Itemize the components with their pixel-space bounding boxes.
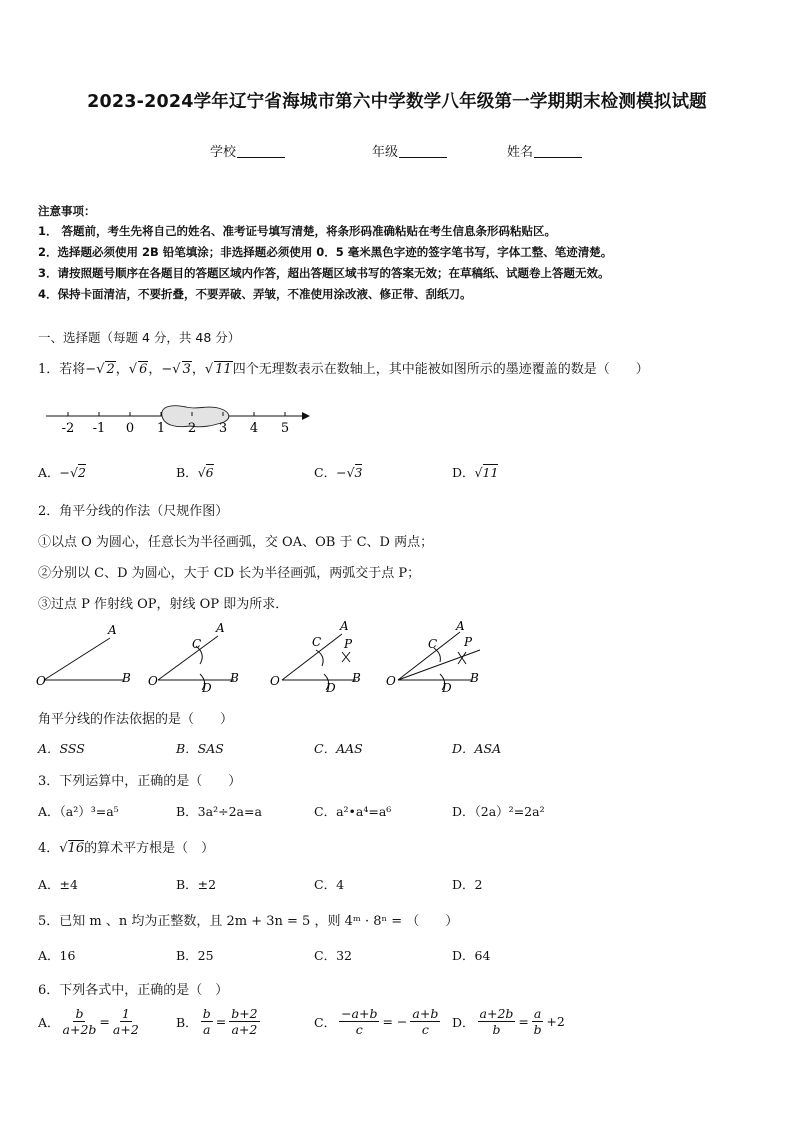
number-line-tick-label: -2 (61, 421, 75, 436)
label-A: A (108, 623, 117, 637)
label-C: C (192, 637, 202, 651)
number-line-figure (40, 398, 320, 440)
q5-option-a[interactable]: A．16 (38, 948, 76, 963)
figure-3 (270, 619, 361, 695)
q1-option-c[interactable]: C．−√3 (314, 465, 363, 480)
q3-option-b[interactable]: B．3a²÷2a=a (176, 804, 262, 819)
grade-blank[interactable] (399, 144, 447, 158)
question-2-step-1: ①以点 O 为圆心，任意长为半径画弧，交 OA、OB 于 C、D 两点； (38, 535, 434, 550)
figure-1 (36, 623, 131, 688)
number-line-tick-label: 5 (280, 421, 290, 436)
label-A: A (340, 619, 349, 633)
q1-option-a[interactable]: A．−√2 (38, 465, 86, 480)
angle-bisector-figures (30, 618, 500, 698)
number-line-tick-label: 2 (187, 421, 197, 436)
name-field[interactable] (507, 141, 582, 160)
question-2-step-2: ②分别以 C、D 为圆心，大于 CD 长为半径画弧，两弧交于点 P； (38, 566, 421, 581)
q2-option-a[interactable]: A．SSS (38, 741, 85, 756)
q2-option-b[interactable]: B．SAS (176, 741, 224, 756)
q5-option-c[interactable]: C．32 (314, 948, 352, 963)
label-P: P (344, 637, 353, 651)
label-O: O (386, 674, 396, 688)
q1-option-d[interactable]: D．√11 (452, 465, 499, 480)
q6-option-b[interactable]: B． $\frac{b}{a}$ = $\frac{b+2}{a+2}$ (176, 1006, 258, 1037)
name-blank[interactable] (534, 144, 582, 158)
note-item: 2．选择题必须使用 2B 铅笔填涂；非选择题必须使用 0．5 毫米黑色字迹的签字笔书写，字体工整、笔迹清楚。 (38, 245, 613, 259)
school-field[interactable] (210, 141, 285, 160)
number-line-tick-label: 1 (156, 421, 166, 436)
note-item: 1． 答题前，考生先将自己的姓名、准考证号填写清楚，将条形码准确粘贴在考生信息条形码粘贴区。 (38, 224, 556, 238)
label-D: D (442, 681, 452, 695)
label-B: B (122, 671, 131, 685)
label-B: B (470, 671, 479, 685)
figure-2 (148, 621, 239, 695)
figure-4 (386, 619, 480, 695)
notes-heading: 注意事项： (38, 204, 96, 218)
number-line-tick-label: 4 (249, 421, 259, 436)
q4-option-d[interactable]: D．2 (452, 877, 483, 892)
label-C: C (312, 635, 322, 649)
section-heading: 一、选择题（每题 4 分，共 48 分） (38, 330, 241, 345)
q2-option-d[interactable]: D．ASA (452, 741, 502, 756)
question-5-stem: 5．已知 m 、n 均为正整数，且 2m + 3n = 5 ，则 4ᵐ · 8ⁿ = （ ） (38, 914, 459, 929)
q1-option-b[interactable]: B．√6 (176, 465, 214, 480)
question-2-ask: 角平分线的作法依据的是（ ） (38, 712, 234, 727)
q5-option-b[interactable]: B．25 (176, 948, 214, 963)
label-P: P (464, 635, 473, 649)
question-2-stem: 2．角平分线的作法（尺规作图） (38, 504, 229, 519)
label-O: O (148, 674, 158, 688)
label-A: A (216, 621, 225, 635)
label-D: D (326, 681, 336, 695)
label-O: O (36, 674, 46, 688)
number-line-tick-label: 0 (125, 421, 135, 436)
number-line-arrow (302, 412, 310, 420)
q5-option-d[interactable]: D．64 (452, 948, 491, 963)
q3-option-d[interactable]: D．（2a）²=2a² (452, 804, 545, 819)
q4-option-c[interactable]: C．4 (314, 877, 345, 892)
number-line-tick-label: 3 (218, 421, 228, 436)
note-item: 4．保持卡面清洁，不要折叠，不要弄破、弄皱，不准使用涂改液、修正带、刮纸刀。 (38, 287, 472, 301)
question-6-stem: 6．下列各式中，正确的是（ ） (38, 983, 229, 998)
q4-option-b[interactable]: B．±2 (176, 877, 217, 892)
q6-option-c[interactable]: C． $\frac{-a+b}{c}$ = − $\frac{a+b}{c}$ (314, 1006, 439, 1037)
school-label: 学校 (210, 145, 237, 160)
school-blank[interactable] (237, 144, 285, 158)
grade-field[interactable] (372, 141, 447, 160)
label-A: A (456, 619, 465, 633)
question-1-stem: 1．若将−√ 2，√ 6，−√ 3，√ 11四个无理数表示在数轴上，其中能被如图所示的墨迹覆盖的数是（ ） (38, 362, 649, 377)
note-item: 3．请按照题号顺序在各题目的答题区域内作答，超出答题区域书写的答案无效；在草稿纸、试题卷上答题无效。 (38, 266, 610, 280)
label-B: B (230, 671, 239, 685)
label-B: B (352, 671, 361, 685)
label-O: O (270, 674, 280, 688)
name-label: 姓名 (507, 145, 534, 160)
question-2-step-3: ③过点 P 作射线 OP，射线 OP 即为所求． (38, 597, 289, 612)
number-line-tick-label: -1 (92, 421, 106, 436)
q3-option-a[interactable]: A．（a²）³=a⁵ (38, 804, 119, 819)
q6-option-a[interactable]: A． $\frac{b}{a+2b}$ = $\frac{1}{a+2}$ (38, 1006, 139, 1037)
q4-option-a[interactable]: A．±4 (38, 877, 78, 892)
page-title: 2023-2024学年辽宁省海城市第六中学数学八年级第一学期期末检测模拟试题 (87, 92, 707, 112)
question-4-stem: 4．√16的算术平方根是（ ） (38, 841, 215, 856)
q3-option-c[interactable]: C．a²•a⁴=a⁶ (314, 804, 392, 819)
grade-label: 年级 (372, 145, 399, 160)
label-C: C (428, 637, 438, 651)
question-3-stem: 3．下列运算中，正确的是（ ） (38, 774, 242, 789)
q2-option-c[interactable]: C．AAS (314, 741, 363, 756)
q6-option-d[interactable]: D． $\frac{a+2b}{b}$ = $\frac{a}{b}$ +2 (452, 1006, 565, 1037)
label-D: D (202, 681, 212, 695)
